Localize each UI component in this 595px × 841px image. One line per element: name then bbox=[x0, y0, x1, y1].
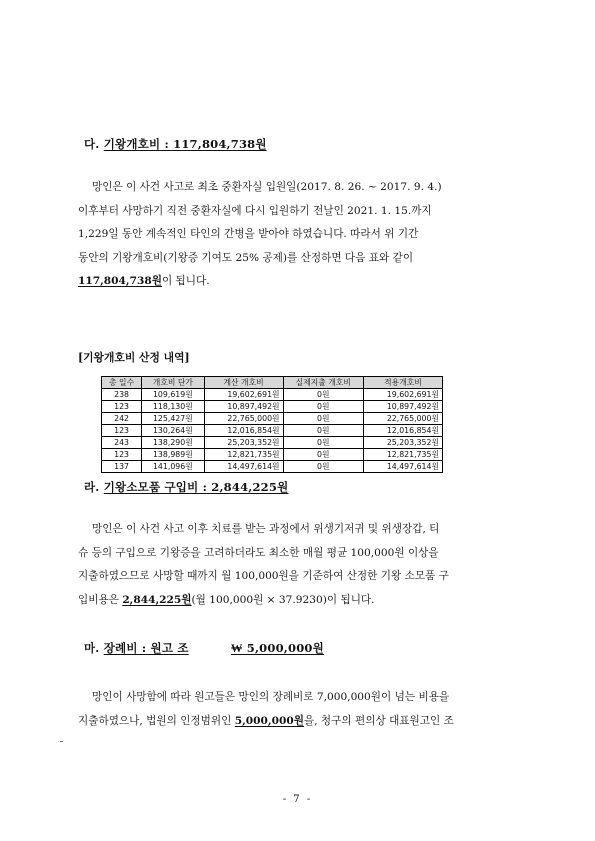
para-text: 입비용은 bbox=[78, 593, 123, 606]
section-ma-label: 마. bbox=[84, 641, 100, 655]
cell-actual: 0원 bbox=[283, 389, 363, 401]
para-line bbox=[78, 270, 518, 294]
para-line: 슈 등의 구입으로 기왕증을 고려하더라도 최소한 매월 평균 100,000원 이상을 bbox=[78, 546, 439, 559]
section-ra-label: 라. bbox=[84, 480, 100, 494]
col-header: 개호비 단가 bbox=[142, 377, 204, 389]
cell-unit: 118,130원 bbox=[142, 401, 204, 413]
cell-days: 137 bbox=[102, 461, 142, 473]
cell-days: 238 bbox=[102, 389, 142, 401]
cell-applied: 25,203,352원 bbox=[363, 437, 442, 449]
nursing-cost-table bbox=[101, 376, 443, 473]
col-header: 실제지출 개호비 bbox=[283, 377, 363, 389]
cell-calc: 25,203,352원 bbox=[204, 437, 283, 449]
table-row bbox=[102, 401, 443, 413]
section-ra-heading bbox=[84, 479, 288, 495]
cell-calc: 12,016,854원 bbox=[204, 425, 283, 437]
cell-actual: 0원 bbox=[283, 437, 363, 449]
cell-calc: 12,821,735원 bbox=[204, 449, 283, 461]
cell-unit: 141,096원 bbox=[142, 461, 204, 473]
para-line: 1,229일 동안 계속적인 타인의 간병을 받아야 하였습니다. 따라서 위 기간 bbox=[78, 228, 419, 240]
cell-applied: 12,016,854원 bbox=[363, 425, 442, 437]
amount-bold: 5,000,000원 bbox=[234, 714, 304, 727]
cell-unit: 138,290원 bbox=[142, 437, 204, 449]
cell-applied: 12,821,735원 bbox=[363, 449, 442, 461]
table-row bbox=[102, 449, 443, 461]
cell-calc: 19,602,691원 bbox=[204, 389, 283, 401]
cell-applied: 14,497,614원 bbox=[363, 461, 442, 473]
cell-unit: 130,264원 bbox=[142, 425, 204, 437]
section-ma-title: 장례비 : 원고 조 bbox=[103, 641, 189, 655]
para-line: 망인은 이 사건 사고로 최초 중환자실 입원일(2017. 8. 26. ~ 2017. 9. 4.) bbox=[92, 181, 442, 193]
table-row bbox=[102, 437, 443, 449]
cell-days: 123 bbox=[102, 425, 142, 437]
para-text: 지출하였으나, 법원의 인정범위인 bbox=[78, 714, 235, 727]
col-header: 계산 개호비 bbox=[204, 377, 283, 389]
cell-calc: 14,497,614원 bbox=[204, 461, 283, 473]
cell-actual: 0원 bbox=[283, 401, 363, 413]
section-ma-amount: ₩ 5,000,000원 bbox=[230, 641, 324, 655]
para-line: 망인이 사망함에 따라 원고들은 망인의 장례비로 7,000,000원이 넘는 비용을 bbox=[92, 691, 450, 703]
para-line bbox=[78, 589, 518, 613]
section-da-heading bbox=[84, 136, 267, 152]
cell-days: 243 bbox=[102, 437, 142, 449]
section-da-title: 기왕개호비 : 117,804,738원 bbox=[103, 137, 267, 151]
cell-unit: 125,427원 bbox=[142, 413, 204, 425]
cell-calc: 10,897,492원 bbox=[204, 401, 283, 413]
para-line: 동안의 기왕개호비(기왕증 기여도 25% 공제)를 산정하면 다음 표와 같이 bbox=[78, 251, 414, 264]
col-header: 총 일수 bbox=[102, 377, 142, 389]
cell-unit: 109,619원 bbox=[142, 389, 204, 401]
cell-days: 242 bbox=[102, 413, 142, 425]
cell-actual: 0원 bbox=[283, 449, 363, 461]
table-row bbox=[102, 461, 443, 473]
table-header-row bbox=[102, 377, 443, 389]
section-da-paragraph bbox=[78, 176, 518, 294]
cell-unit: 138,989원 bbox=[142, 449, 204, 461]
amount-bold: 117,804,738원 bbox=[78, 275, 162, 287]
cell-actual: 0원 bbox=[283, 413, 363, 425]
section-ma-heading bbox=[84, 640, 324, 656]
para-text: 을, 청구의 편의상 대표원고인 조 bbox=[303, 714, 454, 727]
para-line: 망인은 이 사건 사고 이후 치료를 받는 과정에서 위생기저귀 및 위생장갑, 티 bbox=[92, 523, 440, 535]
table-row bbox=[102, 425, 443, 437]
section-ra-paragraph bbox=[78, 518, 518, 612]
col-header: 적용개호비 bbox=[363, 377, 442, 389]
cell-applied: 10,897,492원 bbox=[363, 401, 442, 413]
section-ma-paragraph bbox=[78, 686, 518, 733]
section-ra-title: 기왕소모품 구입비 : 2,844,225원 bbox=[103, 480, 289, 494]
cell-applied: 22,765,000원 bbox=[363, 413, 442, 425]
table-row bbox=[102, 413, 443, 425]
page-number: - 7 - bbox=[282, 794, 313, 805]
para-text: 이 됩니다. bbox=[161, 275, 210, 287]
para-line: 지출하였으므로 사망할 때까지 월 100,000원을 기준하여 산정한 기왕 소모품 구 bbox=[78, 570, 449, 582]
para-text: (월 100,000원 × 37.9230)이 됩니다. bbox=[191, 593, 375, 606]
para-line bbox=[78, 710, 518, 734]
cell-actual: 0원 bbox=[283, 461, 363, 473]
table-title: [기왕개호비 산정 내역] bbox=[78, 351, 190, 364]
cell-calc: 22,765,000원 bbox=[204, 413, 283, 425]
table-row bbox=[102, 389, 443, 401]
cell-days: 123 bbox=[102, 401, 142, 413]
cell-applied: 19,602,691원 bbox=[363, 389, 442, 401]
para-line: 이후부터 사망하기 직전 중환자실에 다시 입원하기 전날인 2021. 1. 15.까지 bbox=[78, 204, 432, 217]
section-da-label: 다. bbox=[84, 137, 100, 151]
cell-actual: 0원 bbox=[283, 425, 363, 437]
amount-bold: 2,844,225원 bbox=[122, 593, 192, 606]
margin-mark bbox=[60, 741, 63, 742]
cell-days: 123 bbox=[102, 449, 142, 461]
